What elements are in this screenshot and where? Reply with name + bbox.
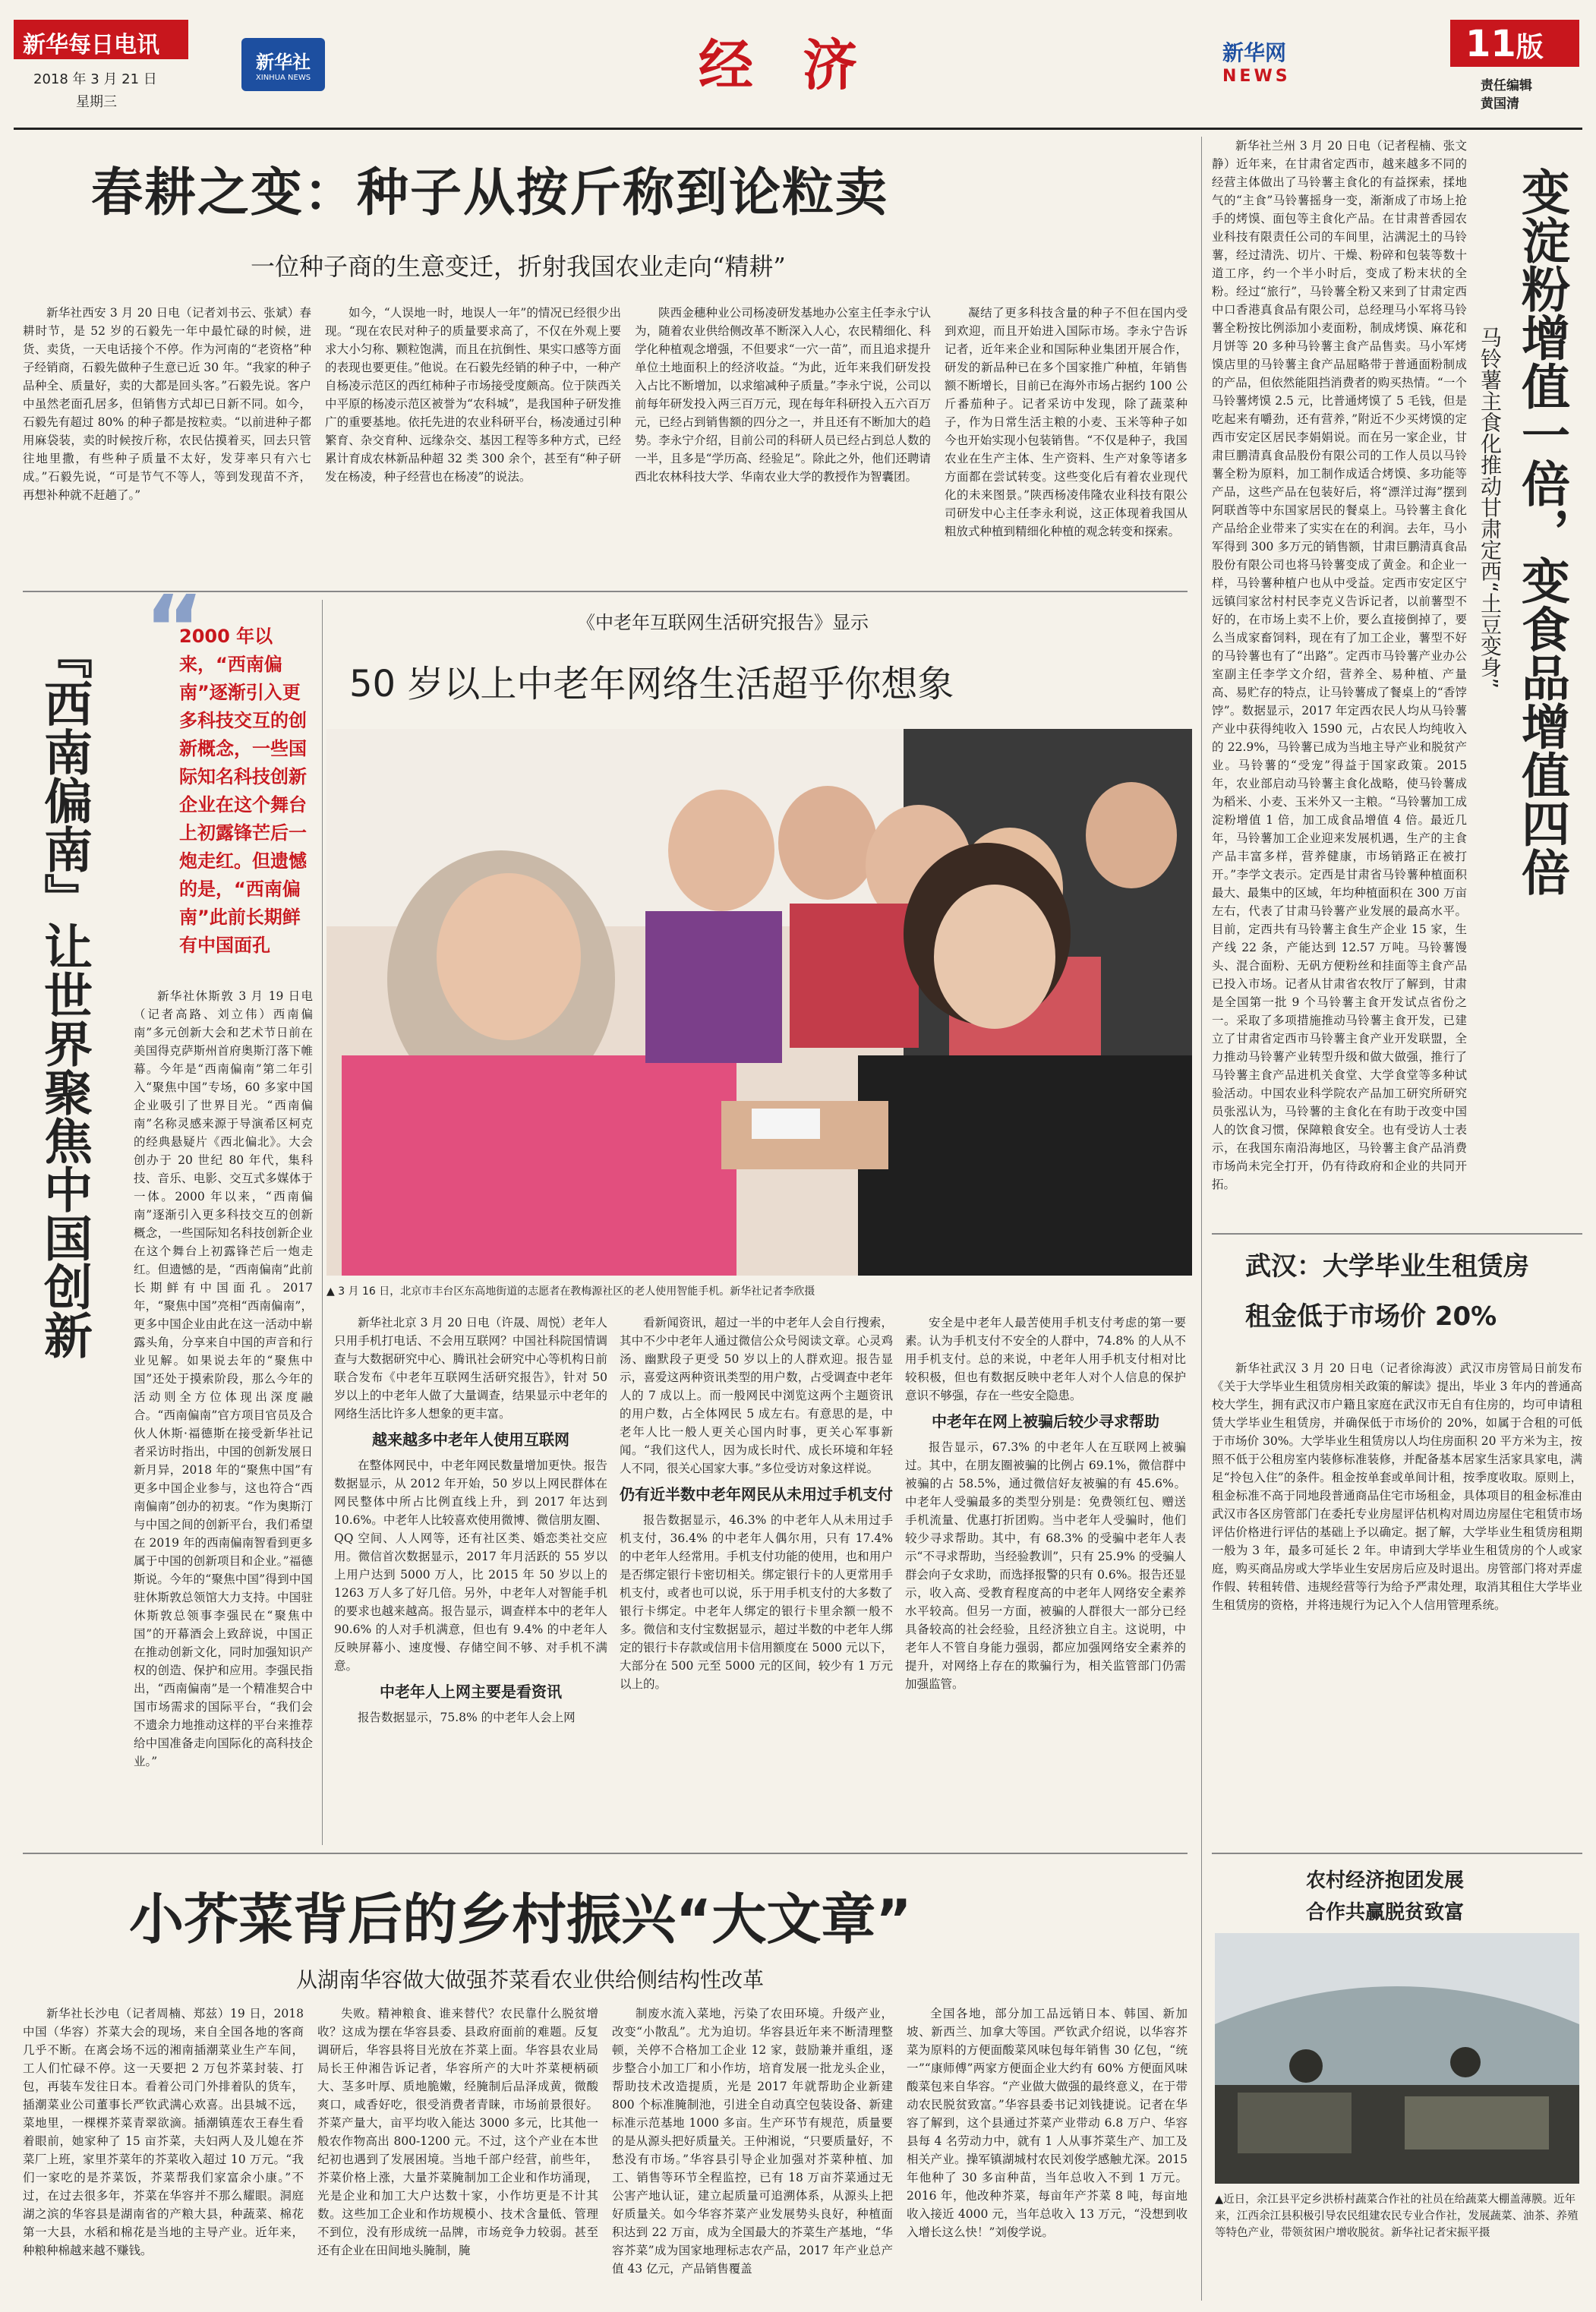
page-number — [1465, 23, 1544, 65]
right-rental-body-text: 新华社武汉 3 月 20 日电（记者徐海波）武汉市房管局日前发布《关于大学毕业生租赁房相关政策的解读》提出，毕业 3 年内的普通高校大学生，拥有武汉市户籍且家庭在武汉市无自有住房的，均可申请租赁大学毕业生租赁房，并确保低于市场价的 20%，如属于合租的可低于市场价 30%。大学毕业生租赁房以人均住房面积 20 平方米为主，按照不低于公租房室内装修标准装修，并配备基本居家生活家具家电，满足“拎包入住”的条件。租金按单套或单间计租，按季度收取。原则上，租金标准不高于同地段普通商品住宅市场租金，具体项目的租金标准由武汉市各区房管部门在委托专业房屋评估机构对周边房屋住宅租赁市场评估价格进行评估的基础上予以确定。据了解，大学毕业生租赁房租期一般为 3 年，最多可延长 2 年。申请到大学毕业生租赁房的个人或家庭，购买商品房或大学毕业生安居房后应及时退出。房管部门将对弄虚作假、转租转借、违规经营等行为给予严肃处理，取消其租住大学毕业生租赁房的资格，并将违规行为记入个人信用管理系统。 — [1212, 1361, 1582, 1612]
xinhuanet-logo-icon — [1222, 36, 1336, 97]
article3-headline: 小芥菜背后的乡村振兴“大文章” — [129, 1888, 912, 1951]
article1-col2-text: 如今，“人误地一时，地误人一年”的情况已经很少出现。“现在农民对种子的质量要求高了，不仅在外观上要求大小匀称、颗粒饱满，而且在抗倒性、果实口感等方面的表现也要更佳。”他说。在石毅先经销的种子中，一种产自杨凌示范区的西红柿种子市场接受度颇高。位于陕西关中平原的杨凌示范区被誉为“农科城”，是我国种子研发推广的重要基地。依托先进的农业科研平台，杨凌通过引种繁育、杂交育种、远缘杂交、基因工程等多种方式，已经累计育成农林新品种超 32 类 300 余个，甚至有“种子研发在杨凌，种子经营也在杨凌”的说法。 — [325, 306, 621, 484]
article2-col3b-text: 报告显示，67.3% 的中老年人在互联网上被骗过。其中，在朋友圈被骗的比例占 69.1%，微信群中被骗的占 58.5%，通过微信好友被骗的有 45.6%。中老年人受骗最多的类型分别是：免费领红包、赠送手机流量、优惠打折团购。当中老年人受骗时，他们较少寻求帮助。其中，有 68.3% 的受骗中老年人表示“不寻求帮助，当经验教训”，只有 25.9% 的受骗人群会向子女求助，而选择报警的只有 0.6%。报告还显示，收入高、受教育程度高的中老年人网络安全素养水平较高。但另一方面，被骗的人群很大一部分已经具备较高的社会经验，且经济独立自主。这说明，中老年人不管自身能力强弱，都应加强网络安全素养的提升，对网络上存在的欺骗行为，相关监管部门仍需加强监管。 — [905, 1440, 1186, 1691]
elderly-phone-photo — [326, 729, 1192, 1276]
article1-col4 — [945, 304, 1188, 577]
article2-sub1: 越来越多中老年人使用互联网 — [372, 1430, 569, 1449]
logo-left-text: 新华社 — [256, 52, 311, 73]
article2-col3-text: 安全是中老年人最苦使用手机支付考虑的第一要素。认为手机支付不安全的人群中，74.8% 的人从不用手机支付。总的来说，中老年人用手机支付相对比较积极，但也有数据反映中老年人对个人信息的保护意识不够强，存在一些安全隐患。 — [905, 1316, 1186, 1402]
article2-sub4: 中老年在网上被骗后较少寻求帮助 — [932, 1412, 1159, 1430]
section-title: 经 济 — [699, 33, 873, 97]
logo-right-text: 新华网 — [1222, 40, 1287, 65]
article3-subhead: 从湖南华容做大做强芥菜看农业供给侧结构性改革 — [296, 1967, 765, 1992]
article3-col3 — [612, 2004, 893, 2301]
article2-col2-text: 看新闻资讯，超过一半的中老年人会自行搜索，其中不少中老年人通过微信公众号阅读文章。心灵鸡汤、幽默段子更受 50 岁以上的人群欢迎。报告显示，喜爱这两种资讯类型的用户数，占受调查中老年人的 7 成以上。而一般网民中浏览这两个主题资讯的用户数，占全体网民 5 成左右。有意思的是，中老年人比一般人更关心国内时事，更关心军事新闻。“我们这代人，因为成长时代、成长环境和年轻人不同，很关心国家大事。”多位受访对象这样说。 — [620, 1316, 893, 1475]
editor-name: 黄国清 — [1481, 96, 1519, 112]
article2-col2 — [620, 1314, 893, 1845]
photo-box-title1: 农村经济抱团发展 — [1306, 1869, 1465, 1892]
sidebar-quote: 2000 年以来，“西南偏南”逐渐引入更多科技交互的创新概念，一些国际知名科技创新企业在这个舞台上初露锋芒后一炮走红。但遗憾的是，“西南偏南”此前长期鲜有中国面孔 — [179, 626, 307, 956]
article1-headline: 春耕之变：种子从按斤称到论粒卖 — [91, 163, 889, 223]
article3-col1 — [23, 2004, 304, 2301]
masthead-rule — [14, 128, 1582, 130]
right-feature-body — [1212, 137, 1467, 1222]
sidebar-body-text: 新华社休斯敦 3 月 19 日电（记者高路、刘立伟）西南偏南”多元创新大会和艺术节日前在美国得克萨斯州首府奥斯汀落下帷幕。今年是“西南偏南”第二年引入“聚焦中国”专场，60 多家中国企业吸引了世界目光。“西南偏南”名称灵感来源于导演希区柯克的经典悬疑片《西北偏北》。大会创办于 20 世纪 80 年代，集科技、音乐、电影、交互式多媒体于一体。2000 年以来，“西南偏南”逐渐引入更多科技交互的创新概念，一些国际知名科技创新企业在这个舞台上初露锋芒后一炮走红。但遗憾的是，“西南偏南”此前长期鲜有中国面孔。2017 年，“聚焦中国”亮相“西南偏南”，更多中国企业由此在这一活动中崭露头角，分享来自中国的声音和行业见解。如果说去年的“聚焦中国”还处于摸索阶段，那么今年的活动则全方位体现出深度融合。“西南偏南”官方项目官员及合伙人休斯·福德斯在接受新华社记者采访时指出，中国的创新发展日新月异，2018 年的“聚焦中国”有更多中国企业参与，这也符合“西南偏南”创办的初衷。“作为奥斯汀与中国之间的创新平台，我们希望在 2019 年的西南偏南智看到更多属于中国的创新项目和企业。”福德斯说。今年的“聚焦中国”得到中国驻休斯敦总领馆大力支持。中国驻休斯敦总领事李强民在“聚焦中国”的开幕酒会上致辞说，中国正在推动创新文化，同时加强知识产权的创造、保护和应用。李强民指出，“西南偏南”是一个精准契合中国市场需求的国际平台，“我们会不遗余力地推动这样的平台来推荐给中国准备走向国际化的高科技企业。” — [134, 989, 313, 1768]
issue-date: 2018 年 3 月 21 日 — [33, 71, 157, 87]
article3-col1-text: 新华社长沙电（记者周楠、郑兹）19 日，2018 中国（华容）芥菜大会的现场，来自全国各地的客商几乎不断。在离会场不远的湘南插潮菜业生产车间，工人们忙碌不停。这一天要把 2 万包芥菜封装、打包，再装车发往日本。看着公司门外排着队的货车，插潮菜业公司董事长严钦武满心欢喜。出县城不远，菜地里，一棵棵芥菜青翠欲滴。插潮镇莲农王春生看着眼前，她家种了 15 亩芥菜，夫妇两人及儿媳在芥菜厂上班，家里芥菜年的芥菜收入超过 10 万元。“我们一家吃的是芥菜饭，芥菜帮我们家富余小康。”不过，在过去很多年，芥菜在华容并不那么耀眼。洞庭湖之滨的华容县是湖南省的产粮大县，种蔬菜、棉花第一大县，水稻和棉花是当地的主导产业。近年来，种粮种棉越来越不赚钱。 — [23, 2007, 304, 2257]
article2-kicker: 《中老年互联网生活研究报告》显示 — [577, 612, 869, 633]
right-photo-top-rule — [1212, 1853, 1582, 1854]
article1-col2 — [325, 304, 621, 577]
logo-right-sub: NEWS — [1222, 67, 1291, 86]
logo-left-sub: XINHUA NEWS — [255, 74, 311, 82]
article1-col3-text: 陕西金穗种业公司杨凌研发基地办公室主任李永宁认为，随着农业供给侧改革不断深入人心，农民精细化、科学化种植观念增强，不但要求“一穴一苗”，而且追求提升单位土地面积上的经济收益。“为此，近年来我们研发投入占比不断增加，以求缩减种子质量。”李永宁说，公司以前每年研发投入两三百万元，现在每年科研投入五六百万元，已经占到销售额的四分之一，并且还有不断加大的趋势。李永宁介绍，目前公司的科研人员已经占到总人数的一半，且多是“学历高、经验足”。除此之外，他们还聘请西北农林科技大学、华南农业大学的教授作为智囊团。 — [635, 306, 931, 484]
photo-box-caption: ▲近日，余江县平定乡洪桥村蔬菜合作社的社员在给蔬菜大棚盖薄膜。近年来，江西余江县积极引导农民组建农民专业合作社，发展蔬菜、油茶、养殖等特色产业，带领贫困户增收脱贫。新华社记者宋振平摄 — [1215, 2194, 1579, 2239]
rental-headline-line2: 租金低于市场价 20% — [1245, 1301, 1497, 1332]
right-rental-top-rule — [1212, 1233, 1582, 1235]
greenhouse-photo — [1215, 1933, 1579, 2184]
article2-photo — [326, 729, 1192, 1276]
article1-col1 — [23, 304, 311, 577]
xinhua-logo-icon — [241, 38, 325, 91]
article3-col4 — [907, 2004, 1188, 2301]
sidebar-vertical-headline: 『西南偏南』让世界聚焦中国创新 — [36, 630, 92, 1359]
article1-col4-text: 凝结了更多科技含量的种子不但在国内受到欢迎，而且开始进入国际市场。李永宁告诉记者，近年来企业和国际种业集团开展合作，研发的新品种已在多个国家推广种植，年销售额不断增长，目前已在海外市场占据约 100 公斤番茄种子。记者采访中发现，除了蔬菜种子，作为日常生活主粮的小麦、玉米等种子如今也开始实现小包装销售。“不仅是种子，我国农业在生产主体、生产资料、生产对象等诸多方面都在尝试转变。这些变化后有着农业现代化的未来图景。”陕西杨凌伟隆农业科技有限公司研发中心主任李永利说，这正体现着我国从粗放式种植到精细化种植的观念转变和探索。 — [945, 306, 1188, 538]
article2-col3 — [905, 1314, 1186, 1845]
article3-col4-text: 全国各地，部分加工品远销日本、韩国、新加坡、新西兰、加拿大等国。严钦武介绍说，以华容芥菜为原料的方便面酸菜风味包每年销售 30 亿包，“统一”“康师傅”两家方便面企业大约有 60% 方便面风味酸菜包来自华容。“产业做大做强的最终意义，在于带动农民脱贫致富。”华容县委书记刘钱捷说。记者在华容了解到，这个县通过芥菜产业带动 6.8 万户、华容县每 4 名劳动力中，就有 1 人从事芥菜生产、加工及相关产业。操军镇湖城村农民刘俊学感触尤深。2015 年他种了 30 多亩种苗，当年总收入不到 1 万元。2016 年，他改种芥菜，每亩年产芥菜 8 吨，每亩地收入接近 4000 元，当年总收入 13 万元，“没想到收入增长这么快！”刘俊学说。 — [907, 2007, 1188, 2239]
article2-col1b-text: 在整体网民中，中老年网民数量增加更快。报告数据显示，从 2012 年开始，50 岁以上网民群体在网民整体中所占比例直线上升，到 2017 年达到 10.6%。中老年人比较喜欢使用微博、微信朋友圈、QQ 空间、人人网等，还有社区类、婚恋类社交应用。微信首次数据显示，2017 年月活跃的 55 岁以上用户达到 5000 万人，比 2015 年 50 岁以上的 1263 万人多了好几倍。另外，中老年人对智能手机的要求也越来越高。报告显示，调查样本中的老年人 90.6% 的人对手机满意，但也有 9.4% 的中老年人反映屏幕小、速度慢、存储空间不够、对手机不满意。 — [334, 1459, 607, 1673]
right-column-rule — [1201, 137, 1202, 2301]
article1-col3 — [635, 304, 931, 577]
right-feature-headline: 变淀粉增值一倍，变食品增值四倍 — [1513, 167, 1569, 896]
greenhouse-image — [1215, 1933, 1579, 2184]
article2-col1c-text: 报告数据显示，75.8% 的中老年人会上网 — [358, 1711, 576, 1724]
brand-name: 新华每日电讯 — [23, 32, 159, 58]
right-rental-body — [1212, 1359, 1582, 1815]
page-unit: 版 — [1516, 32, 1544, 63]
article2-bottom-rule — [23, 1853, 1188, 1854]
article3-col3-text: 制废水流入菜地，污染了农田环境。升级产业，改变“小散乱”。尤为迫切。华容县近年来不断清理整顿，关停不合格加工企业 12 家，鼓励兼并重组，逐步整合小加工厂和小作坊，培育发展一批龙头企业，帮助技术改造提质，光是 2017 年就帮助企业新建 800 个标准腌制池，引进全自动真空包装设备、新建标准示范基地 1000 多亩。生产环节有规范，质量要的是从源头把好质量关。王仲湘说，“只要质量好，不愁没有市场。”华容县引导企业加强对芥菜种植、加工、销售等环节全程监控，已有 18 万亩芥菜通过无公害产地认证，建立起质量可追溯体系，从源头上把好质量关。如今华容芥菜产业发展势头良好，种植面积达到 22 万亩，成为全国最大的芥菜生产基地，“华容芥菜”成为国家地理标志农产品，2017 年产业总产值 43 亿元，产品销售覆盖 — [612, 2007, 893, 2276]
article2-col2b-text: 报告数据显示，46.3% 的中老年人从未用过手机支付，36.4% 的中老年人偶尔用，只有 17.4% 的中老年人经常用。手机支付功能的使用，也和用户是否绑定银行卡密切相关。绑定银行卡的人更常用手机支付，或者也可以说，乐于用手机支付的大多数了银行卡绑定。中老年人绑定的银行卡里余额一般不多。微信和支付宝数据显示，超过半数的中老年人绑定的银行卡存款或信用卡信用额度在 5000 元以下，大部分在 500 元至 5000 元的区间，较少有 1 万元以上的。 — [620, 1513, 893, 1691]
sidebar-quote-mark-icon: “ — [144, 577, 204, 683]
sidebar-body — [134, 987, 313, 1845]
article3-col2 — [317, 2004, 598, 2301]
photo-box-title2: 合作共赢脱贫致富 — [1306, 1901, 1465, 1924]
issue-weekday: 星期三 — [76, 94, 117, 110]
article2-photo-caption: ▲ 3 月 16 日，北京市丰台区东高地街道的志愿者在教梅源社区的老人使用智能手机。新华社记者李欣摄 — [326, 1285, 815, 1298]
article3-col2-text: 失败。精神粮食、谁来替代？农民靠什么脱贫增收？这成为摆在华容县委、县政府面前的难题。反复调研后，华容县将目光放在芥菜上面。华容县农业局局长王仲湘告诉记者，华容所产的大叶芥菜梗柄硕大、茎多叶厚、质地脆嫩，经腌制后品泽成黄，微酸爽口，咸香好吃，很受消费者青睐，市场前景很好。芥菜产量大，亩平均收入能达 3000 多元，比其他一般农作物高出 800-1200 元。不过，这个产业在本世纪初也遇到了发展困境。当地千部户经营，前些年，芥菜价格上涨，大量芥菜腌制加工企业和作坊涌现，光是企业和加工大户达数十家，小作坊更是不计其数。这些加工企业和作坊规模小、技术含量低、管理不到位，没有形成统一品牌，市场竞争力较弱。甚至还有企业在田间地头腌制，腌 — [317, 2007, 598, 2257]
article2-sub2: 中老年人上网主要是看资讯 — [380, 1683, 562, 1701]
article2-headline: 50 岁以上中老年网络生活超乎你想象 — [349, 663, 954, 705]
right-feature-subhead: 马铃薯主食化推动甘肃定西“土豆变身” — [1478, 326, 1503, 689]
page-number-value: 11 — [1465, 23, 1516, 65]
article2-sub3: 仍有近半数中老年网民从未用过手机支付 — [620, 1485, 893, 1503]
article2-col1-text: 新华社北京 3 月 20 日电（许晟、周悦）老年人只用手机打电话、不会用互联网？中国社科院国情调查与大数据研究中心、腾讯社会研究中心等机构日前联合发布《中老年互联网生活研究报告》，针对 50 岁以上的中老年人做了大量调查，结果显示中老年的网络生活比许多人想象的更丰富。 — [334, 1316, 607, 1421]
editor-label: 责任编辑 — [1481, 78, 1532, 93]
article2-col1 — [334, 1314, 607, 1845]
sidebar-right-rule — [322, 600, 323, 1845]
right-feature-body-text: 新华社兰州 3 月 20 日电（记者程楠、张文静）近年来，在甘肃省定西市，越来越多不同的经营主体做出了马铃薯主食化的有益探索，揉地气的“主食”马铃薯摇身一变，渐渐成了市场上抢手的烤馍、面包等主食化产品。在甘肃普香园农业科技有限责任公司的车间里，沾满泥土的马铃薯，经过清洗、切片、干燥、粉碎和包装等数十道工序，约一个半小时后，变成了粉末状的全粉。经过“旅行”，马铃薯全粉又来到了甘肃定西中口香港真食品有限公司，总经理马小军将马铃薯全粉按比例添加小麦面粉，制成烤馍、麻花和月饼等 20 多种马铃薯主食产品售卖。马小军烤馍店里的马铃薯主食产品屈略带于普通面粉制成的产品，但依然能阻挡消费者的购买热情。“一个马铃薯烤馍 2.5 元，比普通烤馍了 5 毛钱，但是吃起来有嚼劲，还有营养，”附近不少买烤馍的定西市安定区居民李娟娟说。而在另一家企业，甘肃巨鹏清真食品股份有限公司的工作人员以马铃薯全粉为原料，加工制作成适合烤馍、多功能等产品，这些产品在包装好后，将“漂洋过海”摆到阿联酋等中东国家居民的餐桌上。马铃薯主食化产品给企业带来了实实在在的利润。去年，马小军得到 300 多万元的销售额，甘肃巨鹏清真食品股份有限公司也将马铃薯变成了黄金。和企业一样，马铃薯种植户也从中受益。定西市安定区宁远镇闫家岔村村民李克义告诉记者，以前薯型不好的，在市场上卖不上价，要么直接倒掉了，要么当成家畜饲料，现在有了加工企业，薯型不好的马铃薯也有了“出路”。定西市马铃薯产业办公室副主任李学文介绍，营养全、易种植、产量高、易贮存的特点，让马铃薯成了餐桌上的“香饽饽”。数据显示，2017 年定西农民人均从马铃薯产业中获得纯收入 1590 元，占农民人均纯收入的 22.9%，马铃薯已成为当地主导产业和脱贫产业。马铃薯的“受宠”得益于国家政策。2015 年，农业部启动马铃薯主食化战略，使马铃薯成为稻米、小麦、玉米外又一主粮。“马铃薯加工成淀粉增值 1 倍，加工成食品增值 4 倍。最近几年，马铃薯加工企业迎来发展机遇，生产的主食产品丰富多样，营养健康，市场销路正在被打开。”李学文表示。定西是甘肃省马铃薯种植面积最大、最集中的区域，年均种植面积在 300 万亩左右，代表了甘肃马铃薯产业发展的最高水平。目前，定西共有马铃薯主食生产企业 15 家，生产线 22 条，产能达到 12.57 万吨。马铃薯馒头、混合面粉、无矾方便粉丝和挂面等主食产品已投入市场。记者从甘肃省农牧厅了解到，甘肃是全国第一批 9 个马铃薯主食开发试点省份之一。采取了多项措施推动马铃薯主食开发，已建立了甘肃省定西市马铃薯主食产业开发联盟，全力推动马铃薯产业转型升级和做大做强，推行了马铃薯主食产品进机关食堂、大学食堂等多种试验活动。中国农业科学院农产品加工研究所研究员张泓认为，马铃薯的主食化在有助于改变中国人的饮食习惯，保障粮食安全。也有受访人士表示，在我国东南沿海地区，马铃薯主食产品消费市场尚未完全打开，仍有待政府和企业的共同开拓。 — [1212, 139, 1467, 1191]
article1-subhead: 一位种子商的生意变迁，折射我国农业走向“精耕” — [251, 252, 786, 281]
article1-col1-text: 新华社西安 3 月 20 日电（记者刘书云、张斌）春耕时节，是 52 岁的石毅先一年中最忙碌的时候，进货、卖货，一天电话接个不停。作为河南的“老资格”种子经销商，石毅先做种子生意已近 30 年。“我家的种子品种全、质量好，卖的大都是回头客。”石毅先说。客户中虽然老面孔居多，但销售方式却已日新不同。如今，石毅先有超过 80% 的种子都是按粒卖。“以前进种子都用麻袋装，卖的时候按斤称，农民估摸着买，回去只管往地里撒，有些种子质量不太好，发芽率只有六七成。”石毅先说，“可是节气不等人，等到发现苗不齐，再想补种就不赶趟了。” — [23, 306, 311, 502]
rental-headline-line1: 武汉：大学毕业生租赁房 — [1245, 1251, 1529, 1282]
